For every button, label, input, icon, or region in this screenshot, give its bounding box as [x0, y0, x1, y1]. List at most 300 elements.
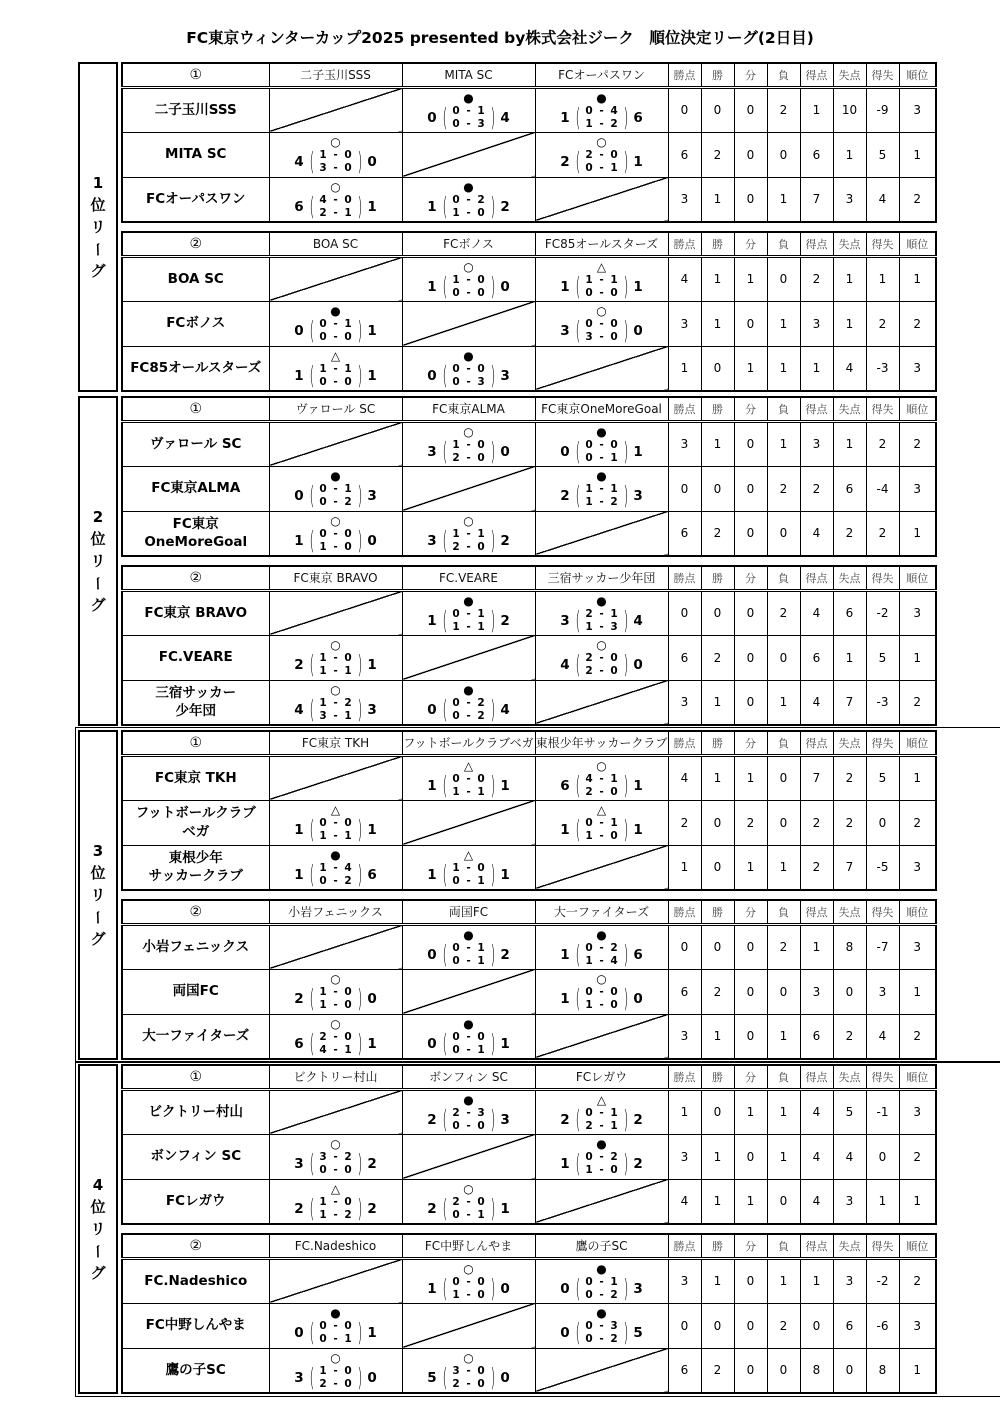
second-half-score: 1 - 4: [585, 954, 618, 967]
half-scores: [319, 652, 351, 678]
opponent-header-label: 両国FC: [448, 905, 489, 920]
half-scores: [585, 1151, 617, 1177]
rank-cell: 1: [899, 755, 936, 800]
opponent-header-label: FCレガウ: [575, 1070, 628, 1085]
table-head: [122, 1065, 936, 1089]
table-head: [122, 232, 936, 256]
stat-header: 分: [734, 566, 767, 590]
opponent-header: [535, 63, 668, 87]
stat-cell: -9: [866, 87, 899, 132]
match-score: [403, 1031, 535, 1057]
close-paren: [357, 483, 362, 508]
first-half-score: 1 - 0: [452, 273, 485, 286]
match-cell: [402, 87, 535, 132]
match-cell: [269, 1014, 402, 1059]
stat-cell: 1: [701, 256, 734, 301]
opponent-header: [402, 566, 535, 590]
open-paren: [309, 149, 314, 174]
stat-cell: 1: [833, 132, 866, 177]
score-total-right: 0: [367, 990, 377, 1007]
rank-cell: 1: [899, 1348, 936, 1393]
score-total-right: 0: [367, 532, 377, 549]
stat-cell: 3: [668, 301, 701, 346]
stat-cell: 0: [734, 969, 767, 1014]
header-row: [122, 731, 936, 755]
second-half-score: 2 - 1: [585, 1119, 618, 1132]
second-half-score: 0 - 2: [319, 495, 352, 508]
header-row: [122, 900, 936, 924]
first-half-score: 0 - 1: [585, 816, 618, 829]
half-scores: [452, 697, 484, 723]
match-result-symbol: ●: [596, 424, 607, 439]
score-total-right: 1: [367, 821, 377, 838]
match-result-symbol: ○: [596, 637, 607, 652]
table-row: [122, 1303, 936, 1348]
opponent-header-label: FC東京OneMoreGoal: [541, 402, 662, 417]
match-result-symbol: ○: [463, 1181, 474, 1196]
stat-cell: 2: [701, 511, 734, 556]
score-total-right: 3: [500, 1111, 510, 1128]
match-cell: [402, 1348, 535, 1393]
team-name-cell: [122, 301, 269, 346]
stat-cell: 4: [800, 1089, 833, 1134]
stat-header: 得点: [800, 731, 833, 755]
stat-cell: 0: [734, 87, 767, 132]
first-half-score: 4 - 0: [319, 193, 352, 206]
team-name-line: FCレガウ: [165, 1193, 226, 1210]
stat-cell: 0: [734, 680, 767, 725]
close-paren: [623, 149, 628, 174]
rank-cell: 3: [899, 590, 936, 635]
stat-header: 得失: [866, 232, 899, 256]
diagonal-cell: [269, 421, 402, 466]
second-half-score: 2 - 0: [452, 451, 485, 464]
team-name-line: FC中野しんやま: [145, 1317, 246, 1334]
open-paren: [575, 1276, 580, 1301]
score-total-left: 0: [427, 1035, 437, 1052]
stat-cell: 4: [800, 1134, 833, 1179]
open-paren: [575, 942, 580, 967]
stat-header: 分: [734, 63, 767, 87]
team-name-cell: [122, 635, 269, 680]
team-name-cell: [122, 511, 269, 556]
second-half-score: 0 - 0: [319, 1163, 352, 1176]
rank-cell: 3: [899, 1303, 936, 1348]
stat-cell: -6: [866, 1303, 899, 1348]
stat-header: 勝: [701, 566, 734, 590]
first-half-score: 0 - 2: [585, 1150, 618, 1163]
score-total-left: 4: [294, 153, 304, 170]
stat-header: 勝: [701, 397, 734, 421]
score-total-right: 6: [367, 866, 377, 883]
opponent-header: [269, 731, 402, 755]
close-paren: [357, 1365, 362, 1390]
stat-header: 勝点: [668, 397, 701, 421]
second-half-score: 0 - 2: [585, 1332, 618, 1345]
match-score: [270, 318, 402, 344]
close-paren: [490, 1365, 495, 1390]
close-paren: [623, 942, 628, 967]
diagonal-cell: [402, 1134, 535, 1179]
header-row: [122, 397, 936, 421]
open-paren: [442, 862, 447, 887]
first-half-score: 0 - 0: [319, 816, 352, 829]
second-half-score: 0 - 1: [452, 874, 485, 887]
team-name-cell: [122, 87, 269, 132]
league-label-char: 位: [90, 1197, 106, 1216]
match-result-symbol: △: [596, 1092, 607, 1107]
second-half-score: 1 - 0: [585, 829, 618, 842]
stat-header: 得点: [800, 232, 833, 256]
half-scores: [452, 363, 484, 389]
close-paren: [623, 817, 628, 842]
diagonal-cell: [402, 132, 535, 177]
match-score: [270, 528, 402, 554]
stat-cell: 1: [800, 87, 833, 132]
stat-cell: 2: [701, 635, 734, 680]
match-score: [270, 1031, 402, 1057]
score-total-left: 1: [294, 367, 304, 384]
score-total-right: 3: [367, 701, 377, 718]
second-half-score: 1 - 0: [452, 1288, 485, 1301]
opponent-header-label: ヴァロール SC: [295, 402, 376, 417]
stat-cell: 1: [734, 256, 767, 301]
table-body: [122, 755, 936, 890]
match-cell: [269, 1348, 402, 1393]
match-result-symbol: ○: [330, 971, 341, 986]
team-name-line: ヴァロール SC: [150, 435, 242, 452]
rank-cell: 1: [899, 635, 936, 680]
team-name-line: サッカークラブ: [148, 868, 243, 885]
stat-header: 順位: [899, 731, 936, 755]
open-paren: [442, 363, 447, 388]
stat-cell: 1: [767, 1258, 800, 1303]
match-result-symbol: ●: [463, 682, 474, 697]
half-scores: [319, 817, 351, 843]
match-cell: [402, 680, 535, 725]
stat-cell: 0: [734, 1014, 767, 1059]
stat-cell: 1: [668, 346, 701, 391]
stat-cell: 6: [668, 635, 701, 680]
score-total-right: 1: [367, 1324, 377, 1341]
stat-header: 失点: [833, 900, 866, 924]
stat-cell: 0: [734, 1303, 767, 1348]
stat-header: 得失: [866, 397, 899, 421]
first-half-score: 0 - 1: [319, 317, 352, 330]
stat-header: 勝点: [668, 63, 701, 87]
first-half-score: 1 - 2: [319, 696, 352, 709]
stat-cell: 0: [701, 590, 734, 635]
stat-cell: 0: [734, 511, 767, 556]
stat-cell: 2: [701, 132, 734, 177]
stat-cell: 1: [866, 1179, 899, 1224]
stat-cell: 4: [833, 1134, 866, 1179]
close-paren: [357, 1320, 362, 1345]
score-total-left: 4: [294, 701, 304, 718]
match-score: [270, 697, 402, 723]
stat-cell: 4: [866, 177, 899, 222]
table-row: [122, 1089, 936, 1134]
match-score: [403, 439, 535, 465]
first-half-score: 4 - 1: [585, 772, 618, 785]
stat-cell: 2: [800, 845, 833, 890]
stat-header: 勝点: [668, 1065, 701, 1089]
score-total-left: 1: [294, 532, 304, 549]
table-row: [122, 1258, 936, 1303]
match-cell: [402, 845, 535, 890]
diagonal-cell: [535, 1014, 668, 1059]
stat-cell: 4: [800, 511, 833, 556]
group-number: ②: [122, 1234, 269, 1258]
stat-cell: 4: [833, 346, 866, 391]
match-score: [536, 986, 668, 1012]
score-total-right: 1: [367, 198, 377, 215]
second-half-score: 4 - 1: [319, 1043, 352, 1056]
score-total-left: 2: [294, 990, 304, 1007]
opponent-header-label: 小岩フェニックス: [288, 905, 383, 920]
stat-cell: 0: [767, 511, 800, 556]
close-paren: [490, 608, 495, 633]
diagonal-cell: [402, 800, 535, 845]
stat-cell: 0: [767, 1179, 800, 1224]
stat-header: 分: [734, 900, 767, 924]
stat-cell: -4: [866, 466, 899, 511]
team-name-cell: [122, 1134, 269, 1179]
match-cell: [269, 969, 402, 1014]
open-paren: [575, 105, 580, 130]
stat-cell: -2: [866, 1258, 899, 1303]
match-result-symbol: ●: [463, 927, 474, 942]
opponent-header-label: 大一ファイターズ: [553, 905, 650, 920]
opponent-header-label: フットボールクラブベガ: [403, 736, 534, 751]
stat-cell: 3: [866, 969, 899, 1014]
match-cell: [269, 301, 402, 346]
half-scores: [585, 773, 617, 799]
team-name-line: FC東京ALMA: [151, 480, 241, 497]
close-paren: [623, 439, 628, 464]
team-name-cell: [122, 466, 269, 511]
second-half-score: 1 - 2: [585, 495, 618, 508]
stat-header: 失点: [833, 731, 866, 755]
match-cell: [402, 256, 535, 301]
stat-cell: 0: [833, 969, 866, 1014]
half-scores: [452, 1196, 484, 1222]
score-total-left: 1: [560, 278, 570, 295]
match-cell: [269, 1303, 402, 1348]
stat-header: 勝: [701, 1234, 734, 1258]
team-name-cell: [122, 755, 269, 800]
second-half-score: 1 - 1: [452, 620, 485, 633]
half-scores: [585, 817, 617, 843]
match-result-symbol: ○: [596, 134, 607, 149]
match-cell: [535, 1134, 668, 1179]
stat-cell: 1: [866, 256, 899, 301]
table-row: [122, 132, 936, 177]
diagonal-cell: [535, 1348, 668, 1393]
league-groups: [121, 1064, 937, 1394]
score-total-right: 1: [633, 821, 643, 838]
first-half-score: 1 - 0: [319, 148, 352, 161]
first-half-score: 0 - 3: [585, 1319, 618, 1332]
league-label-char: ー: [89, 909, 108, 925]
league-label-char: グ: [90, 1263, 106, 1282]
opponent-header-label: FC85オールスターズ: [544, 237, 659, 252]
diagonal-cell: [535, 511, 668, 556]
first-half-score: 3 - 2: [319, 1150, 352, 1163]
team-name-cell: [122, 969, 269, 1014]
opponent-header: [535, 900, 668, 924]
match-result-symbol: ●: [330, 1305, 341, 1320]
score-total-right: 0: [500, 1280, 510, 1297]
second-half-score: 0 - 2: [585, 1288, 618, 1301]
first-half-score: 3 - 0: [452, 1364, 485, 1377]
score-total-left: 2: [294, 1200, 304, 1217]
rank-cell: 2: [899, 421, 936, 466]
match-score: [536, 105, 668, 131]
match-score: [536, 1276, 668, 1302]
match-score: [403, 1276, 535, 1302]
first-half-score: 0 - 0: [585, 438, 618, 451]
half-scores: [319, 697, 351, 723]
score-total-right: 0: [633, 322, 643, 339]
stat-header: 負: [767, 731, 800, 755]
half-scores: [319, 149, 351, 175]
match-score: [270, 1320, 402, 1346]
second-half-score: 0 - 2: [319, 874, 352, 887]
match-cell: [535, 132, 668, 177]
league-label-char: リ: [90, 885, 106, 904]
first-half-score: 0 - 0: [585, 317, 618, 330]
close-paren: [623, 318, 628, 343]
second-half-score: 1 - 0: [585, 1163, 618, 1176]
match-score: [270, 1365, 402, 1391]
stat-header: 勝: [701, 63, 734, 87]
stat-cell: 5: [866, 755, 899, 800]
stat-header: 得点: [800, 1065, 833, 1089]
first-half-score: 2 - 0: [585, 148, 618, 161]
stat-cell: 6: [668, 132, 701, 177]
half-scores: [452, 528, 484, 554]
stat-cell: 3: [833, 1258, 866, 1303]
score-total-left: 3: [560, 322, 570, 339]
close-paren: [623, 1276, 628, 1301]
second-half-score: 2 - 0: [585, 785, 618, 798]
league-section-2: [78, 396, 1000, 726]
half-scores: [585, 986, 617, 1012]
stat-header: 勝点: [668, 900, 701, 924]
match-result-symbol: ●: [596, 90, 607, 105]
score-total-left: 1: [560, 946, 570, 963]
diagonal-cell: [535, 680, 668, 725]
match-result-symbol: ●: [463, 1016, 474, 1031]
close-paren: [623, 1107, 628, 1132]
table-row: [122, 680, 936, 725]
score-total-left: 3: [427, 443, 437, 460]
rank-cell: 3: [899, 924, 936, 969]
stat-cell: 0: [701, 800, 734, 845]
opponent-header: [269, 1065, 402, 1089]
score-total-left: 1: [427, 777, 437, 794]
match-cell: [269, 466, 402, 511]
score-total-left: 0: [294, 487, 304, 504]
score-total-left: 6: [294, 198, 304, 215]
close-paren: [623, 1320, 628, 1345]
half-scores: [319, 986, 351, 1012]
match-cell: [402, 755, 535, 800]
first-half-score: 0 - 1: [585, 1275, 618, 1288]
table-head: [122, 1234, 936, 1258]
open-paren: [575, 483, 580, 508]
stat-header: 失点: [833, 1065, 866, 1089]
close-paren: [623, 105, 628, 130]
score-total-left: 1: [427, 866, 437, 883]
stat-cell: 1: [767, 1134, 800, 1179]
match-result-symbol: ○: [330, 1350, 341, 1365]
score-total-left: 2: [427, 1200, 437, 1217]
match-result-symbol: ○: [463, 259, 474, 274]
league-section-1: [78, 62, 1000, 392]
match-score: [536, 1151, 668, 1177]
stat-cell: 1: [734, 346, 767, 391]
match-result-symbol: ○: [330, 637, 341, 652]
first-half-score: 0 - 4: [585, 104, 618, 117]
match-result-symbol: ○: [463, 1261, 474, 1276]
match-result-symbol: ○: [463, 424, 474, 439]
close-paren: [357, 1031, 362, 1056]
opponent-header: [535, 1234, 668, 1258]
match-cell: [535, 1089, 668, 1134]
score-total-left: 2: [560, 487, 570, 504]
match-cell: [535, 800, 668, 845]
match-cell: [269, 1179, 402, 1224]
close-paren: [490, 1276, 495, 1301]
stat-cell: 0: [866, 800, 899, 845]
stat-cell: 2: [866, 301, 899, 346]
score-total-right: 6: [633, 109, 643, 126]
score-total-left: 5: [427, 1369, 437, 1386]
second-half-score: 0 - 1: [319, 1332, 352, 1345]
stat-cell: 2: [767, 87, 800, 132]
score-total-right: 2: [500, 612, 510, 629]
first-half-score: 0 - 1: [319, 482, 352, 495]
stat-header: 勝: [701, 900, 734, 924]
team-name-line: BOA SC: [167, 270, 224, 287]
opponent-header: [402, 900, 535, 924]
first-half-score: 1 - 0: [319, 1364, 352, 1377]
stat-cell: 3: [800, 301, 833, 346]
first-half-score: 0 - 0: [452, 1275, 485, 1288]
score-total-right: 1: [500, 777, 510, 794]
open-paren: [442, 1107, 447, 1132]
stat-cell: -7: [866, 924, 899, 969]
score-total-right: 1: [500, 1035, 510, 1052]
half-scores: [319, 528, 351, 554]
half-scores: [452, 862, 484, 888]
team-name-cell: [122, 924, 269, 969]
match-result-symbol: ○: [330, 513, 341, 528]
match-score: [403, 528, 535, 554]
second-half-score: 0 - 1: [452, 1208, 485, 1221]
close-paren: [490, 363, 495, 388]
open-paren: [309, 1365, 314, 1390]
stat-header: 失点: [833, 63, 866, 87]
table-row: [122, 1134, 936, 1179]
table-row: [122, 421, 936, 466]
half-scores: [452, 1365, 484, 1391]
stat-cell: 2: [866, 421, 899, 466]
match-score: [270, 1151, 402, 1177]
team-name-line: FC85オールスターズ: [130, 360, 262, 377]
